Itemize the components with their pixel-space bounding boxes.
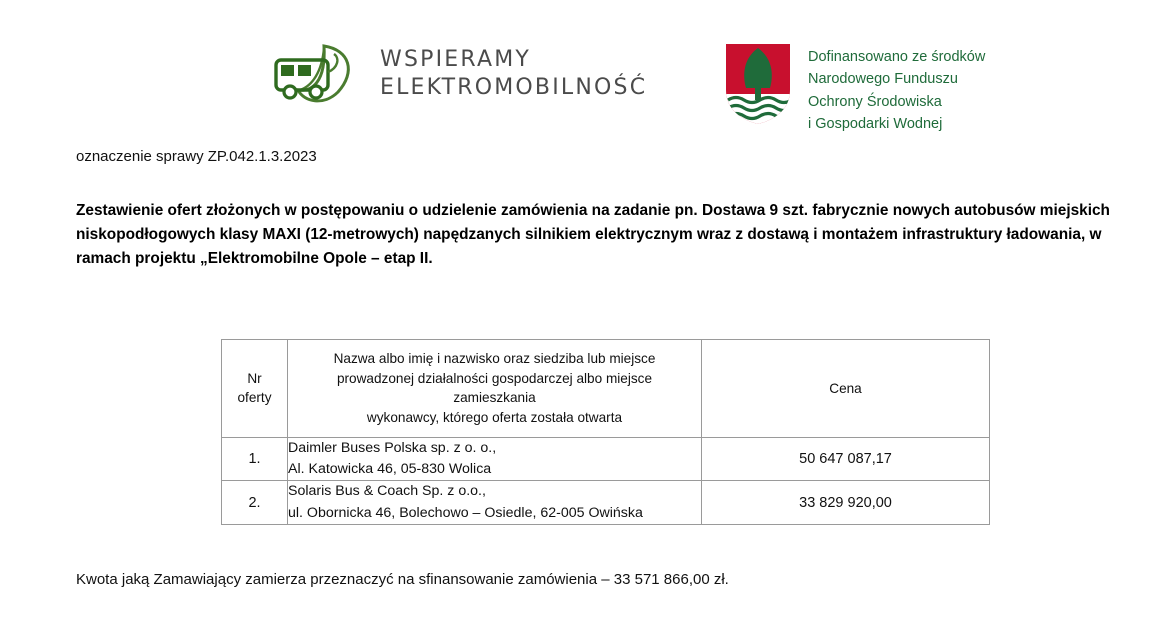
table-row	[222, 437, 990, 481]
logo-wordmark-line2: ELEKTROMOBILNOŚĆ	[380, 75, 648, 100]
cell-contractor-address: Al. Katowicka 46, 05-830 Wolica	[288, 461, 492, 478]
column-header-contractor	[288, 340, 702, 438]
nfosigw-text-line-4: i Gospodarki Wodnej	[808, 116, 943, 133]
cell-offer-number: 1.	[222, 437, 288, 481]
table-header-row	[222, 340, 990, 438]
cell-offer-number: 2.	[222, 481, 288, 525]
nfosigw-logo	[722, 40, 985, 136]
nfosigw-shield-icon	[722, 40, 794, 128]
leaf-bus-icon	[268, 42, 364, 106]
offers-table	[221, 339, 990, 525]
cell-contractor	[288, 437, 702, 481]
cell-contractor-address: ul. Obornicka 46, Bolechowo – Osiedle, 62-005 Owińska	[288, 504, 643, 521]
logo-wordmark	[380, 46, 647, 102]
column-header-price: Cena	[702, 340, 990, 438]
document-header	[0, 38, 1174, 133]
page-title: Zestawienie ofert złożonych w postępowaniu o udzielenie zamówienia na zadanie pn. Dostawa 9 szt. fabrycznie nowych autobusów miejskich niskopodłogowych klasy MAXI (12-metrowych) napędzanych silnikiem elektrycznym wraz z dostawą i montażem infrastruktury ładowania, w ramach projektu „Elektromobilne Opole – etap II.	[76, 202, 1110, 267]
cell-price: 33 829 920,00	[702, 481, 990, 525]
column-header-contractor-line3: wykonawcy, którego oferta została otwarta	[366, 410, 623, 426]
wspieramy-elektromobilnosc-logo	[268, 42, 647, 106]
cell-contractor	[288, 481, 702, 525]
cell-price: 50 647 087,17	[702, 437, 990, 481]
cell-contractor-name: Solaris Bus & Coach Sp. z o.o.,	[288, 483, 486, 500]
budget-note: Kwota jaką Zamawiający zamierza przeznaczyć na sfinansowanie zamówienia – 33 571 866,00 zł.	[76, 571, 729, 588]
nfosigw-text-line-3: Ochrony Środowiska	[808, 93, 942, 110]
nfosigw-text-line-2: Narodowego Funduszu	[808, 71, 958, 88]
column-header-offer-number-line1: Nr	[247, 370, 262, 386]
logo-wordmark-line1: WSPIERAMY	[380, 46, 532, 72]
case-reference: oznaczenie sprawy ZP.042.1.3.2023	[76, 148, 317, 165]
column-header-offer-number	[222, 340, 288, 438]
nfosigw-funding-text	[808, 40, 985, 136]
column-header-contractor-line2: prowadzonej działalności gospodarczej albo miejsce zamieszkania	[336, 370, 653, 406]
column-header-contractor-line1: Nazwa albo imię i nazwisko oraz siedziba lub miejsce	[333, 351, 656, 366]
column-header-offer-number-line2: oferty	[237, 390, 272, 406]
cell-contractor-name: Daimler Buses Polska sp. z o. o.,	[288, 439, 497, 456]
table-row	[222, 481, 990, 525]
nfosigw-text-line-1: Dofinansowano ze środków	[808, 49, 986, 65]
offers-table-container	[221, 339, 989, 525]
